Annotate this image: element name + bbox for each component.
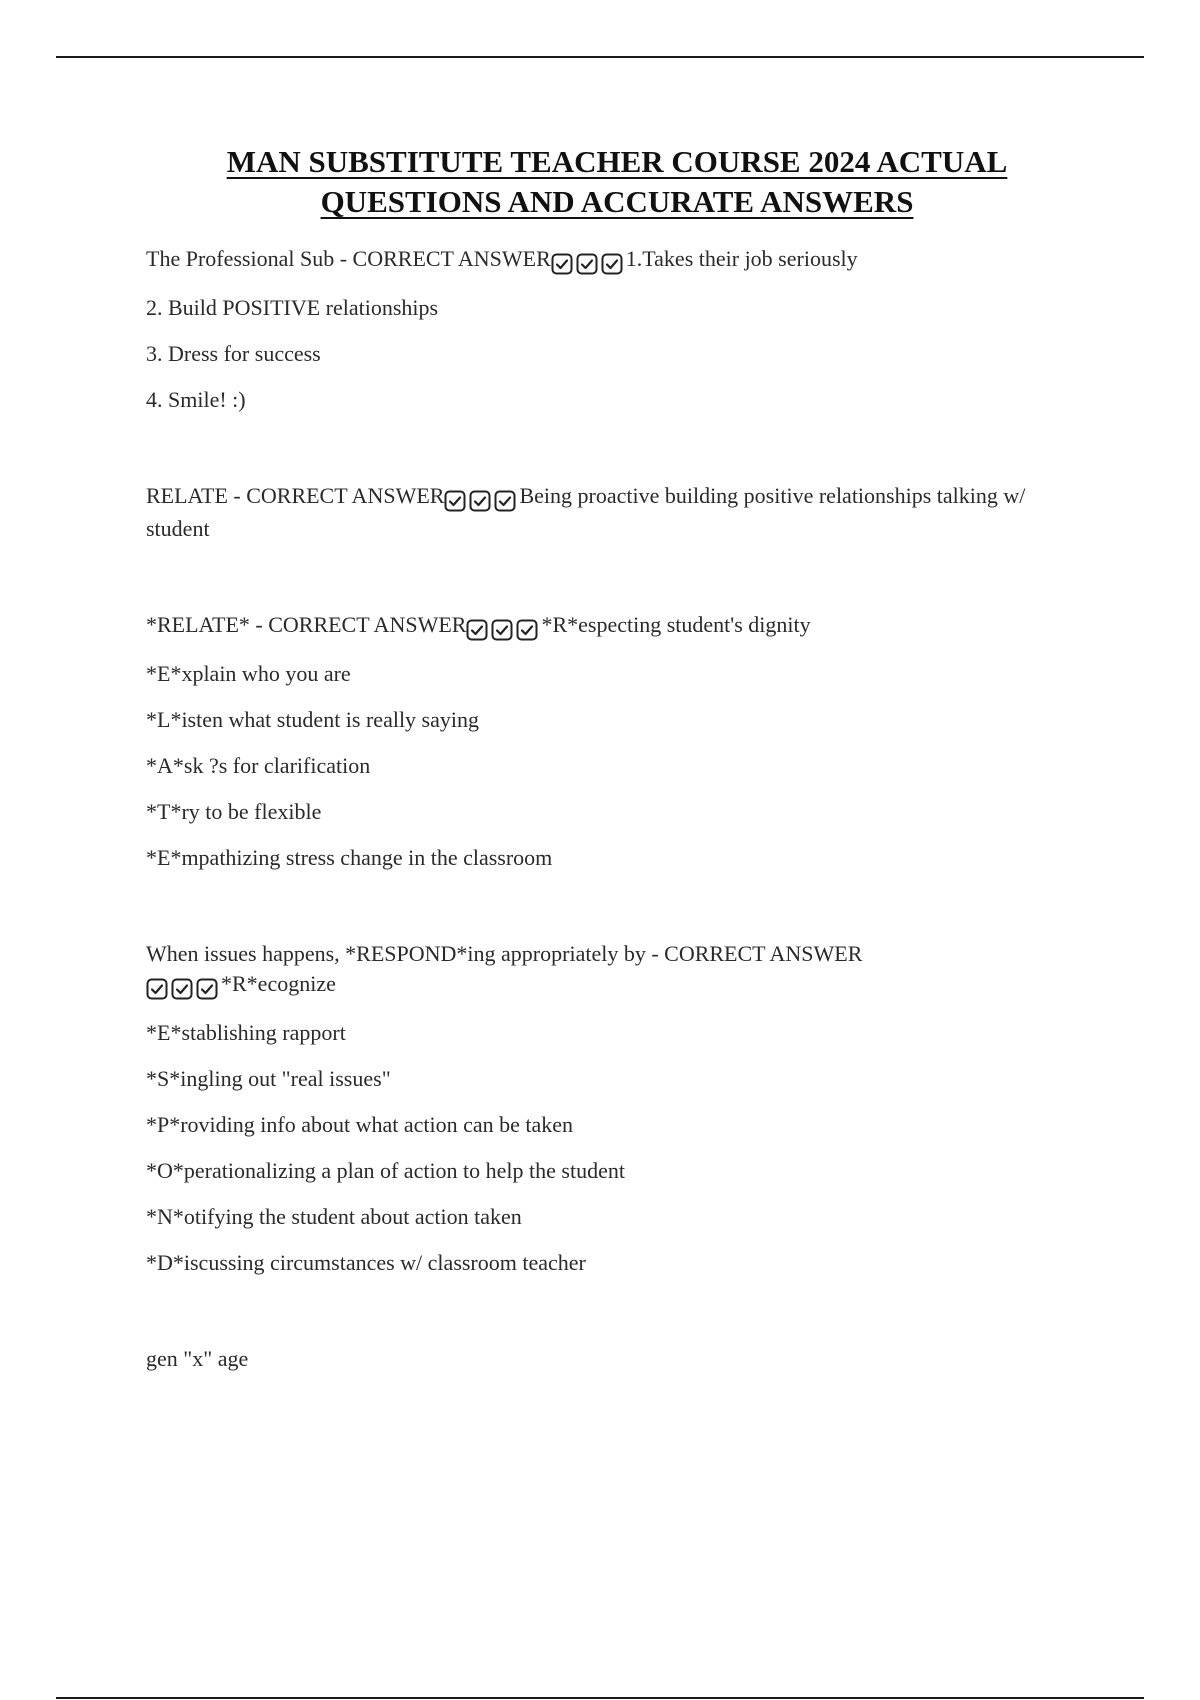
checkbox-checked-icon	[469, 490, 491, 512]
checkbox-checked-icon	[551, 253, 573, 275]
section-gap	[146, 560, 1046, 610]
check-marks	[466, 613, 541, 643]
question-text: *RELATE* - CORRECT ANSWER	[146, 612, 467, 637]
title-line-1: MAN SUBSTITUTE TEACHER COURSE 2024 ACTUAL	[226, 144, 1008, 179]
title-line-2: QUESTIONS AND ACCURATE ANSWERS	[320, 184, 914, 219]
checkbox-checked-icon	[146, 978, 168, 1000]
section-gap	[146, 1294, 1046, 1344]
answer-line: *O*perationalizing a plan of action to help the student	[146, 1158, 625, 1183]
document-title	[0, 142, 1200, 222]
answer-line: *L*isten what student is really saying	[146, 707, 479, 732]
qa-item	[146, 939, 866, 1002]
qa-item	[146, 610, 1046, 643]
check-marks	[551, 247, 626, 277]
checkbox-checked-icon	[576, 253, 598, 275]
answer-line: *P*roviding info about what action can be taken	[146, 1112, 574, 1137]
answer-line: *E*stablishing rapport	[146, 1020, 346, 1045]
checkbox-checked-icon	[516, 619, 538, 641]
qa-item	[146, 481, 1046, 544]
answer-line: *A*sk ?s for clarification	[146, 753, 371, 778]
answer-line: *T*ry to be flexible	[146, 799, 322, 824]
checkbox-checked-icon	[171, 978, 193, 1000]
check-marks	[146, 972, 221, 1002]
question-text: gen "x" age	[146, 1346, 249, 1371]
answer-line: *S*ingling out "real issues"	[146, 1066, 391, 1091]
answer-line: *D*iscussing circumstances w/ classroom teacher	[146, 1250, 586, 1275]
question-text: RELATE - CORRECT ANSWER	[146, 483, 445, 508]
answer-text: Being proactive building positive relationships talking w/ student	[146, 483, 1026, 541]
document-body	[146, 244, 1046, 1390]
qa-item	[146, 1344, 1046, 1374]
header-rule	[56, 56, 1144, 58]
answer-line: *E*mpathizing stress change in the classroom	[146, 845, 553, 870]
answer-text: *R*ecognize	[221, 971, 336, 996]
answer-line: *E*xplain who you are	[146, 661, 351, 686]
question-text: When issues happens, *RESPOND*ing appropriately by - CORRECT ANSWER	[146, 941, 863, 966]
answer-line: 3. Dress for success	[146, 341, 321, 366]
footer-rule	[56, 1697, 1144, 1699]
section-gap	[146, 889, 1046, 939]
checkbox-checked-icon	[196, 978, 218, 1000]
checkbox-checked-icon	[491, 619, 513, 641]
qa-item	[146, 244, 1046, 277]
answer-line: 2. Build POSITIVE relationships	[146, 295, 439, 320]
check-marks	[444, 484, 519, 514]
checkbox-checked-icon	[444, 490, 466, 512]
answer-line: *N*otifying the student about action taken	[146, 1204, 522, 1229]
section-gap	[146, 431, 1046, 481]
checkbox-checked-icon	[466, 619, 488, 641]
answer-text: 1.Takes their job seriously	[625, 246, 858, 271]
question-text: The Professional Sub - CORRECT ANSWER	[146, 246, 551, 271]
checkbox-checked-icon	[494, 490, 516, 512]
checkbox-checked-icon	[601, 253, 623, 275]
answer-line: 4. Smile! :)	[146, 387, 246, 412]
answer-text: *R*especting student's dignity	[541, 612, 811, 637]
